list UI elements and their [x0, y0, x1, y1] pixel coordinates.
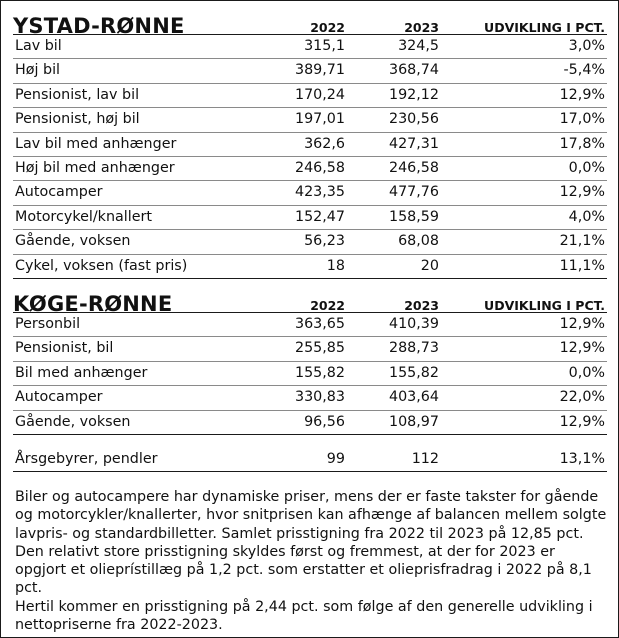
ystad-ronne-section [13, 10, 607, 279]
row-label: Personbil [15, 316, 81, 332]
value-2023: 288,73 [388, 340, 439, 357]
development-percent: 11,1% [559, 257, 605, 274]
value-2022: 155,82 [294, 364, 345, 381]
fee-label: Årsgebyrer, pendler [15, 451, 158, 467]
table-row [13, 34, 607, 59]
development-percent: -5,4% [563, 62, 605, 79]
ystad-col-2023: 2023 [404, 20, 439, 35]
value-2023: 108,97 [388, 413, 439, 430]
ystad-title: YSTAD-RØNNE [13, 14, 185, 38]
row-label: Lav bil med anhænger [15, 135, 177, 152]
ystad-col-2022: 2022 [310, 20, 345, 35]
ystad-col-development: UDVIKLING I PCT. [484, 20, 605, 35]
koge-col-2023: 2023 [404, 298, 439, 313]
table-row [13, 312, 607, 337]
ystad-table-body [13, 34, 607, 279]
development-percent: 12,9% [559, 86, 605, 103]
table-row [13, 181, 607, 205]
table-row [13, 133, 607, 157]
table-row [13, 255, 607, 279]
row-label: Cykel, voksen (fast pris) [15, 257, 188, 274]
koge-title: KØGE-RØNNE [13, 292, 173, 316]
value-2023: 477,76 [388, 184, 439, 201]
value-2023: 427,31 [388, 135, 439, 152]
row-label: Høj bil [15, 62, 61, 79]
development-percent: 12,9% [559, 413, 605, 430]
row-label: Motorcykel/knallert [15, 208, 152, 225]
value-2022: 362,6 [304, 135, 345, 152]
koge-col-development: UDVIKLING I PCT. [484, 298, 605, 313]
value-2023: 324,5 [398, 38, 439, 54]
table-row [13, 108, 607, 132]
value-2023: 68,08 [398, 233, 439, 250]
row-label: Gående, voksen [15, 233, 131, 250]
row-label: Gående, voksen [15, 413, 131, 430]
value-2022: 363,65 [294, 316, 345, 332]
fee-value-2023: 112 [411, 451, 439, 467]
value-2023: 403,64 [388, 389, 439, 406]
value-2022: 96,56 [304, 413, 345, 430]
value-2023: 158,59 [388, 208, 439, 225]
value-2022: 315,1 [304, 38, 345, 54]
row-label: Bil med anhænger [15, 364, 148, 381]
value-2022: 197,01 [294, 111, 345, 128]
development-percent: 12,9% [559, 340, 605, 357]
footnote-paragraph: Den relativt store prisstigning skyldes først og fremmest, at der for 2023 er opgjort et olieprístillæg på 1,2 pct. som erstatter et olieprisfradrag i 2022 på 8,1 pct. [15, 543, 592, 597]
koge-header [13, 288, 607, 316]
value-2022: 330,83 [294, 389, 345, 406]
value-2022: 18 [326, 257, 345, 274]
value-2022: 246,58 [294, 159, 345, 176]
table-row [13, 206, 607, 230]
value-2022: 152,47 [294, 208, 345, 225]
ystad-header [13, 10, 607, 38]
footnote-text [15, 488, 607, 634]
table-row [13, 362, 607, 386]
value-2023: 230,56 [388, 111, 439, 128]
value-2023: 192,12 [388, 86, 439, 103]
value-2022: 423,35 [294, 184, 345, 201]
table-row [13, 230, 607, 254]
koge-col-2022: 2022 [310, 298, 345, 313]
development-percent: 17,0% [559, 111, 605, 128]
koge-table-body [13, 312, 607, 435]
value-2023: 155,82 [388, 364, 439, 381]
value-2022: 255,85 [294, 340, 345, 357]
value-2022: 170,24 [294, 86, 345, 103]
development-percent: 0,0% [568, 364, 605, 381]
value-2022: 56,23 [304, 233, 345, 250]
development-percent: 12,9% [559, 316, 605, 332]
value-2023: 368,74 [388, 62, 439, 79]
table-row [13, 84, 607, 108]
annual-fee-row [13, 448, 607, 472]
value-2023: 246,58 [388, 159, 439, 176]
table-row [13, 411, 607, 435]
development-percent: 21,1% [559, 233, 605, 250]
row-label: Pensionist, lav bil [15, 86, 140, 103]
table-row [13, 386, 607, 410]
footnote-paragraph: Biler og autocampere har dynamiske priser, mens der er faste takster for gående og motorcykler/knallerter, hvor snitprisen kan afhænge af balancen mellem solgte lavpris- og standardbilletter. Samlet prisstigning fra 2022 til 2023 på 12,85 pct. [15, 489, 607, 542]
development-percent: 0,0% [568, 159, 605, 176]
koge-ronne-section [13, 288, 607, 435]
row-label: Pensionist, bil [15, 340, 114, 357]
row-label: Høj bil med anhænger [15, 159, 175, 176]
fee-value-2022: 99 [326, 451, 345, 467]
value-2023: 410,39 [388, 316, 439, 332]
development-percent: 4,0% [568, 208, 605, 225]
development-percent: 12,9% [559, 184, 605, 201]
row-label: Pensionist, høj bil [15, 111, 140, 128]
development-percent: 3,0% [568, 38, 605, 54]
development-percent: 17,8% [559, 135, 605, 152]
value-2022: 389,71 [294, 62, 345, 79]
value-2023: 20 [420, 257, 439, 274]
fee-development: 13,1% [559, 451, 605, 467]
table-row [13, 157, 607, 181]
table-row [13, 337, 607, 361]
row-label: Autocamper [15, 184, 103, 201]
footnote-paragraph: Hertil kommer en prisstigning på 2,44 pct. som følge af den generelle udvikling i nettopriserne fra 2022-2023. [15, 598, 593, 634]
table-row [13, 59, 607, 83]
row-label: Lav bil [15, 38, 62, 54]
development-percent: 22,0% [559, 389, 605, 406]
row-label: Autocamper [15, 389, 103, 406]
